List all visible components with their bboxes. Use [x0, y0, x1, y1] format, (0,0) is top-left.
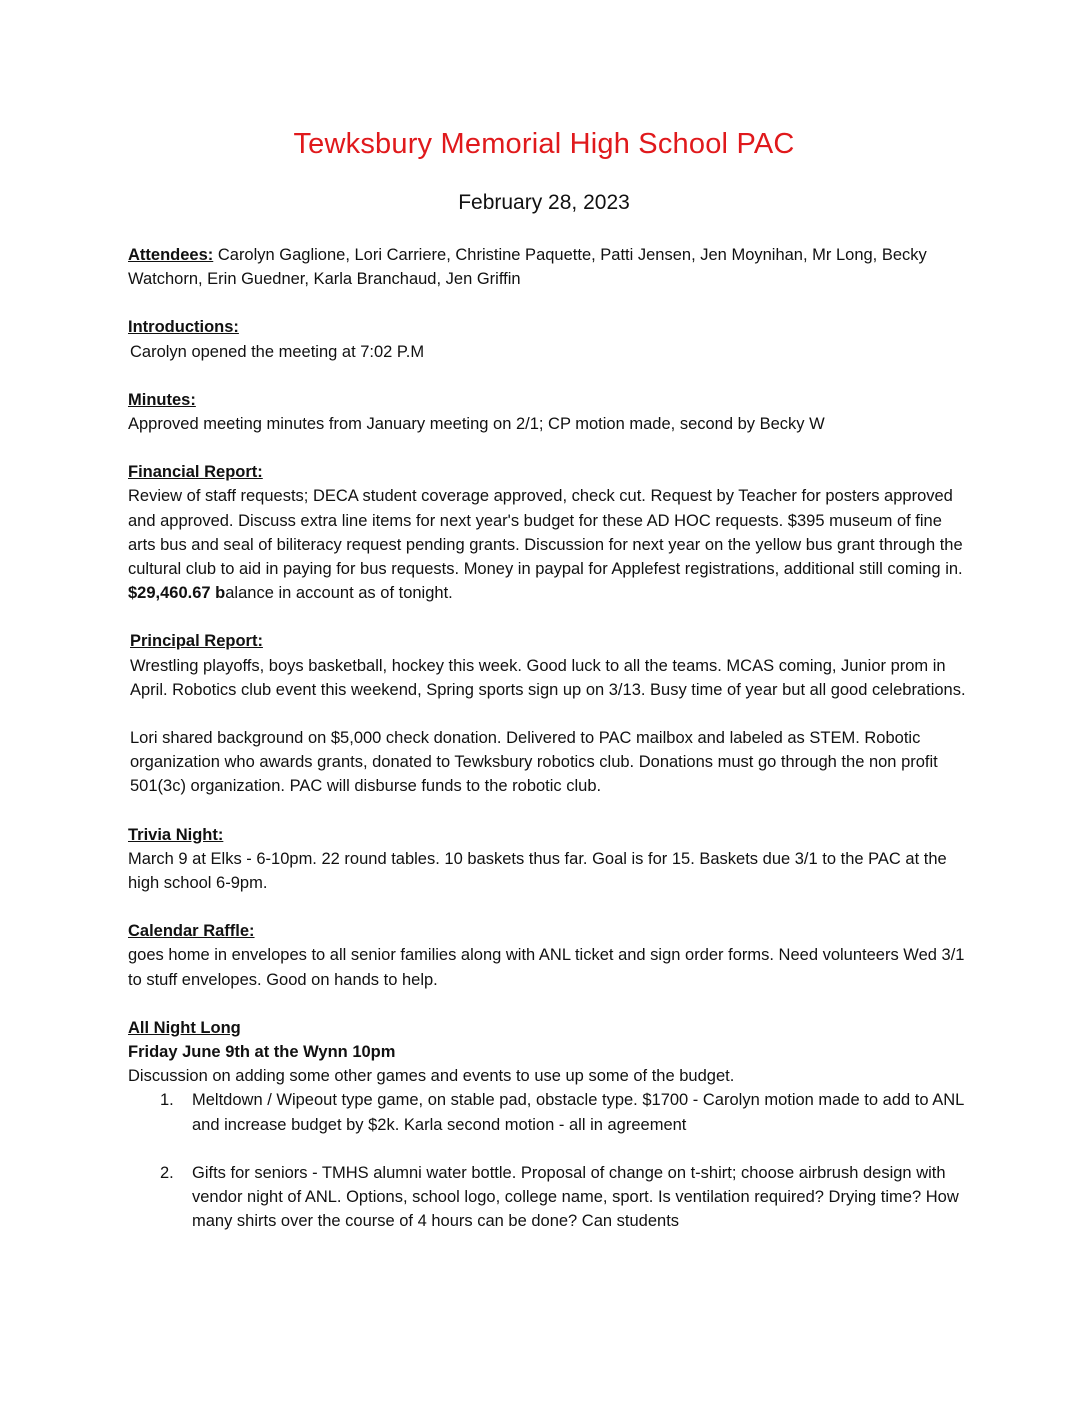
minutes-text: Approved meeting minutes from January meeting on 2/1; CP motion made, second by Becky W — [128, 415, 825, 434]
principal-text-2: Lori shared background on $5,000 check donation. Delivered to PAC mailbox and labeled as STEM. Robotic organization who awards grants, donated to Tewksbury robotics club. Donations must go through the non profit 501(3c) organization. PAC will disburse funds to the robotic club. — [130, 729, 938, 796]
anl-list — [128, 1088, 968, 1233]
financial-heading: Financial Report: — [128, 463, 263, 482]
principal-section — [128, 629, 968, 798]
principal-heading: Principal Report: — [130, 632, 263, 651]
raffle-section — [128, 919, 968, 992]
financial-text — [128, 484, 968, 605]
anl-section — [128, 1016, 968, 1234]
principal-text-1: Wrestling playoffs, boys basketball, hockey this week. Good luck to all the teams. MCAS coming, Junior prom in April. Robotics club event this weekend, Spring sports sign up on 3/13. Busy time of year but all good celebrations. — [130, 656, 966, 699]
account-balance: $29,460.67 b — [128, 584, 226, 603]
introductions-section — [128, 315, 968, 363]
list-item-number: 2. — [160, 1163, 174, 1182]
anl-intro: Discussion on adding some other games and events to use up some of the budget. — [128, 1067, 735, 1086]
list-item — [128, 1088, 968, 1136]
financial-section — [128, 460, 968, 605]
list-item — [128, 1161, 968, 1234]
attendees-paragraph — [128, 243, 968, 291]
anl-subheading: Friday June 9th at the Wynn 10pm — [128, 1043, 396, 1062]
raffle-text: goes home in envelopes to all senior families along with ANL ticket and sign order forms. Need volunteers Wed 3/1 to stuff envelopes. Good on hands to help. — [128, 946, 965, 989]
trivia-section — [128, 823, 968, 896]
document-body — [128, 243, 968, 1258]
introductions-heading: Introductions: — [128, 318, 239, 337]
anl-heading: All Night Long — [128, 1018, 241, 1037]
list-item-number: 1. — [160, 1091, 174, 1110]
financial-text-tail: alance in account as of tonight. — [225, 584, 453, 603]
attendees-label: Attendees: — [128, 246, 214, 264]
trivia-text: March 9 at Elks - 6-10pm. 22 round tables. 10 baskets thus far. Goal is for 15. Baskets due 3/1 to the PAC at the high school 6-9pm. — [128, 849, 947, 893]
list-item-text: Meltdown / Wipeout type game, on stable pad, obstacle type. $1700 - Carolyn motion made to add to ANL and increase budget by $2k. Karla second motion - all in agreement — [192, 1091, 964, 1134]
list-item-text: Gifts for seniors - TMHS alumni water bottle. Proposal of change on t-shirt; choose airbrush design with vendor night of ANL. Options, school logo, college name, sport. Is ventilation required? Drying time? How many shirts over the course of 4 hours can be done? Can students — [192, 1163, 959, 1231]
minutes-heading: Minutes: — [128, 390, 196, 409]
attendees-section — [128, 243, 968, 291]
raffle-heading: Calendar Raffle: — [128, 922, 255, 941]
minutes-section — [128, 388, 968, 436]
meeting-date: February 28, 2023 — [458, 191, 630, 214]
attendees-list: Carolyn Gaglione, Lori Carriere, Christine Paquette, Patti Jensen, Jen Moynihan, Mr Long, Becky Watchorn, Erin Guedner, Karla Branchaud, Jen Griffin — [128, 246, 927, 289]
introductions-text: Carolyn opened the meeting at 7:02 P.M — [130, 342, 425, 361]
financial-text-body: Review of staff requests; DECA student coverage approved, check cut. Request by Teacher for posters approved and approved. Discuss extra line items for next year's budget for these AD HOC requests. $395 museum of fine arts bus and seal of biliteracy request pending grants. Discussion for next year on the yellow bus grant through the cultural club to aid in paying for bus requests. Money in paypal for Applefest registrations, additional still coming in. — [128, 487, 963, 579]
trivia-heading: Trivia Night: — [128, 825, 224, 844]
page-title: Tewksbury Memorial High School PAC — [293, 128, 795, 160]
